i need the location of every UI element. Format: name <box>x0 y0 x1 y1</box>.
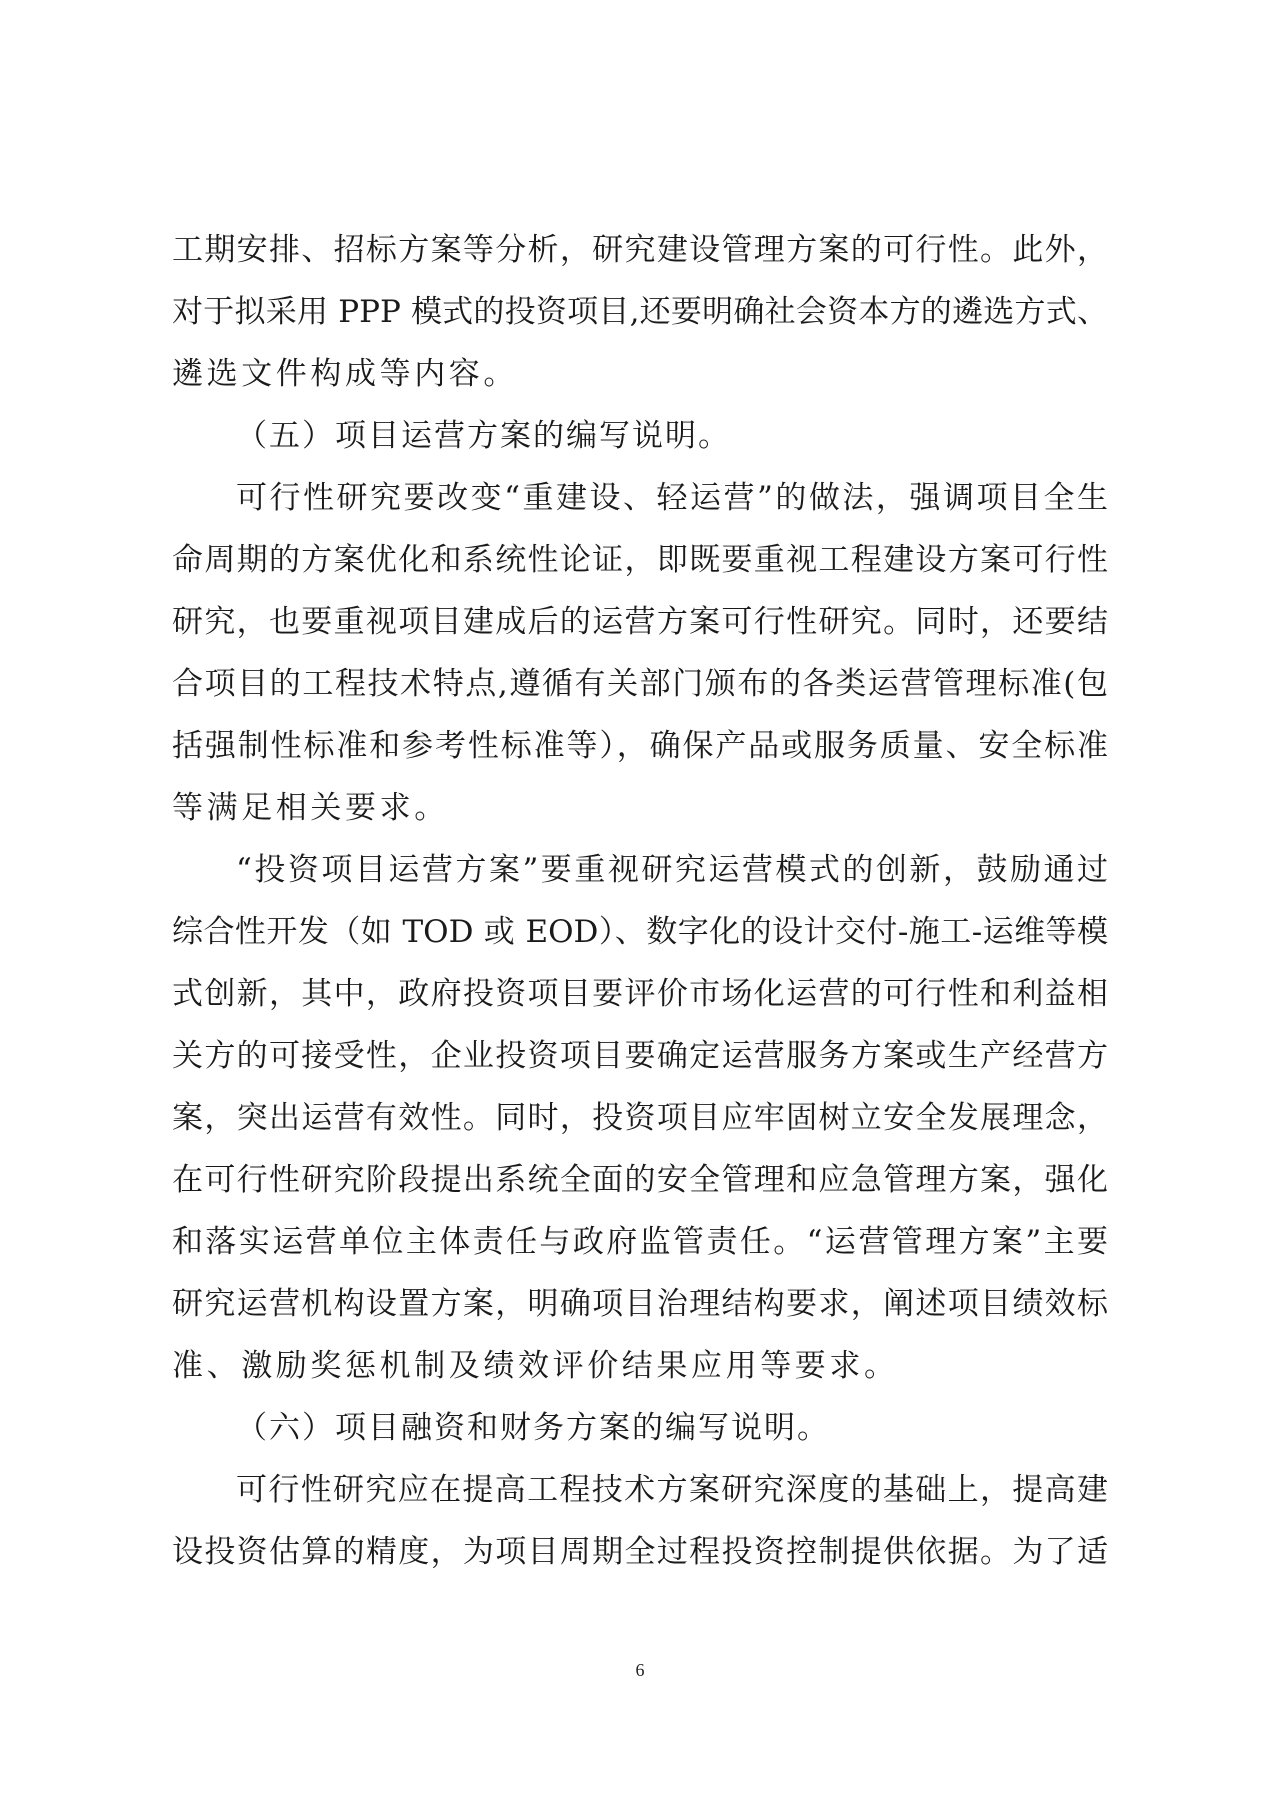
text-line: 式创新，其中，政府投资项目要评价市场化运营的可行性和利益相 <box>172 976 1108 1012</box>
text-line: 设投资估算的精度，为项目周期全过程投资控制提供依据。为了适 <box>172 1534 1108 1570</box>
text-line: 和落实运营单位主体责任与政府监管责任。“运营管理方案”主要 <box>172 1224 1108 1260</box>
text-line: 可行性研究要改变“重建设、轻运营”的做法，强调项目全生 <box>236 480 1108 516</box>
text-line: 可行性研究应在提高工程技术方案研究深度的基础上，提高建 <box>236 1472 1108 1508</box>
text-line: 合项目的工程技术特点,遵循有关部门颁布的各类运营管理标准(包 <box>172 666 1108 702</box>
text-line: 案，突出运营有效性。同时，投资项目应牢固树立安全发展理念， <box>172 1100 1108 1136</box>
text-line: 研究运营机构设置方案，明确项目治理结构要求，阐述项目绩效标 <box>172 1286 1108 1322</box>
text-line: “投资项目运营方案”要重视研究运营模式的创新，鼓励通过 <box>236 852 1108 888</box>
text-line: 综合性开发（如 TOD 或 EOD）、数字化的设计交付-施工-运维等模 <box>172 914 1108 950</box>
page-number: 6 <box>635 1660 645 1680</box>
text-line: 对于拟采用 PPP 模式的投资项目,还要明确社会资本方的遴选方式、 <box>172 294 1108 330</box>
text-line: 关方的可接受性，企业投资项目要确定运营服务方案或生产经营方 <box>172 1038 1108 1074</box>
text-line: 命周期的方案优化和系统性论证，即既要重视工程建设方案可行性 <box>172 542 1108 578</box>
section-heading: （六）项目融资和财务方案的编写说明。 <box>236 1410 830 1446</box>
text-line: 工期安排、招标方案等分析，研究建设管理方案的可行性。此外， <box>172 232 1108 268</box>
text-line: 遴选文件构成等内容。 <box>172 356 518 392</box>
text-line: 研究，也要重视项目建成后的运营方案可行性研究。同时，还要结 <box>172 604 1108 640</box>
text-line: 在可行性研究阶段提出系统全面的安全管理和应急管理方案，强化 <box>172 1162 1108 1198</box>
text-line: 准、激励奖惩机制及绩效评价结果应用等要求。 <box>172 1348 899 1384</box>
text-line: 括强制性标准和参考性标准等），确保产品或服务质量、安全标准 <box>172 728 1108 764</box>
section-heading: （五）项目运营方案的编写说明。 <box>236 418 731 454</box>
text-line: 等满足相关要求。 <box>172 790 449 826</box>
